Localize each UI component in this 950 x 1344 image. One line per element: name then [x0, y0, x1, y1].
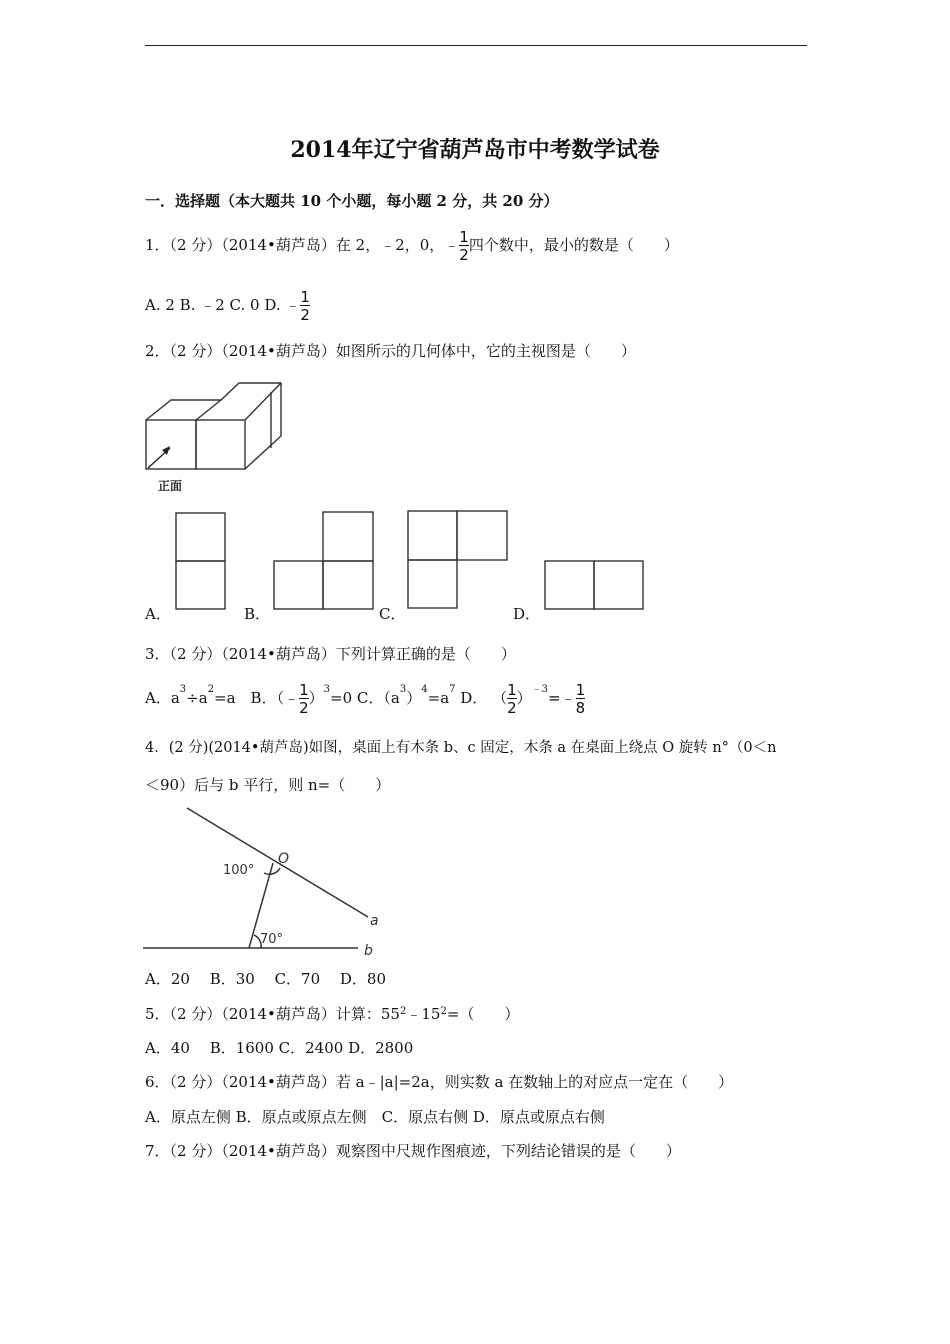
q2-figure-label: 正面	[158, 479, 183, 493]
q3-c-exp2: 4	[421, 684, 428, 695]
q3-c-exp1: 3	[399, 684, 407, 695]
q1-option-fraction	[300, 289, 310, 323]
q4-angle-100-label: 100°	[223, 863, 255, 878]
question-4-line2: ＜90）后与 b 平行，则 n=（ ）	[145, 776, 391, 794]
q1-fraction	[459, 229, 469, 263]
q5-exp2: 2	[440, 1006, 447, 1017]
q4-angle-figure	[140, 805, 390, 960]
q1-options	[145, 289, 310, 323]
q3-b-fraction	[299, 682, 309, 716]
q1-options-text: A. 2 B. ﹣2 C. 0 D. ﹣	[145, 296, 301, 314]
q2-option-b-figure	[273, 511, 375, 610]
section-heading: 一．选择题（本大题共 10 个小题，每小题 2 分，共 20 分）	[145, 192, 559, 210]
q5-stem-part3: =（ ）	[446, 1005, 520, 1023]
q3-d-exp: ﹣3	[531, 684, 549, 695]
question-7: 7．（2 分）（2014•葫芦岛）观察图中尺规作图痕迹，下列结论错误的是（ ）	[145, 1142, 681, 1160]
q3-d-num: 1	[507, 681, 517, 699]
q3-a-end: =a B．	[214, 689, 277, 707]
q1-opt-frac-num: 1	[300, 288, 310, 306]
q5-options: A．40 B．1600 C．2400 D．2800	[145, 1039, 414, 1057]
q5-stem-part1: 5．（2 分）（2014•葫芦岛）计算：55	[145, 1005, 400, 1023]
q2-option-c-label: C．	[379, 605, 406, 623]
q3-c-end: D．	[455, 689, 488, 707]
q3-a-exp1: 3	[179, 684, 187, 695]
q3-d-den: 2	[507, 699, 517, 717]
q5-stem-part2: ﹣15	[406, 1005, 441, 1023]
q2-option-c-figure	[407, 510, 509, 610]
q4-line-a-label: a	[370, 913, 379, 929]
q2-option-d-figure	[544, 560, 645, 610]
question-2: 2．（2 分）（2014•葫芦岛）如图所示的几何体中，它的主视图是（ ）	[145, 342, 636, 360]
q3-d-fraction	[507, 682, 517, 716]
q3-d-result-fraction	[576, 682, 586, 716]
q2-option-d-label: D．	[513, 605, 541, 623]
question-1	[145, 229, 679, 263]
q3-b-close: ）	[308, 689, 324, 707]
q3-b-den: 2	[299, 699, 309, 717]
q3-a-text: A．a	[145, 689, 180, 707]
q3-d-result-num: 1	[575, 681, 586, 699]
q4-angle-70-label: 70°	[260, 932, 284, 947]
q2-option-b-label: B．	[244, 605, 271, 623]
q1-frac-den: 2	[459, 246, 469, 264]
q2-option-a-label: A．	[145, 605, 171, 623]
q1-opt-frac-den: 2	[300, 306, 310, 324]
q5-exp1: 2	[399, 1006, 407, 1017]
question-6: 6．（2 分）（2014•葫芦岛）若 a﹣|a|=2a，则实数 a 在数轴上的对应点一定在（ ）	[145, 1073, 734, 1091]
q1-stem-part2: 四个数中，最小的数是（ ）	[468, 236, 679, 254]
page-title: 2014年辽宁省葫芦岛市中考数学试卷	[290, 137, 660, 163]
q1-frac-num: 1	[459, 228, 469, 246]
q3-b-num: 1	[299, 681, 309, 699]
q3-c-mid2: =a	[427, 689, 450, 707]
q4-options: A．20 B．30 C．70 D．80	[145, 970, 387, 988]
q6-options: A．原点左侧 B．原点或原点左侧 C．原点右侧 D．原点或原点右侧	[145, 1108, 605, 1126]
q3-b-exp: 3	[323, 684, 331, 695]
q4-line-b-label: b	[364, 943, 373, 959]
q3-c-exp3: 7	[449, 684, 456, 695]
q2-solid-figure	[140, 378, 300, 498]
q1-stem-part1: 1．（2 分）（2014•葫芦岛）在 2，﹣2，0，﹣	[145, 236, 460, 254]
q3-d-eq: =﹣	[548, 689, 576, 707]
q3-d-close: ）	[516, 689, 532, 707]
q4-point-o-label: O	[278, 851, 290, 867]
question-3: 3．（2 分）（2014•葫芦岛）下列计算正确的是（ ）	[145, 645, 516, 663]
q3-d-result-den: 8	[575, 699, 586, 717]
q3-c-mid: ）	[406, 689, 422, 707]
q3-b-open: （﹣	[276, 689, 300, 707]
q3-d-open: （	[492, 689, 508, 707]
question-4-line1: 4．(2 分)(2014•葫芦岛)如图，桌面上有木条 b、c 固定，木条 a 在桌面上绕点 O 旋转 n°（0＜n	[145, 740, 777, 756]
q3-a-mid: ÷a	[186, 689, 208, 707]
q2-option-a-figure	[175, 512, 227, 610]
header-rule	[145, 45, 807, 46]
q3-a-exp2: 2	[207, 684, 215, 695]
question-5	[145, 1004, 519, 1024]
q3-b-end: =0 C．（a	[330, 689, 400, 707]
q3-options	[145, 682, 585, 716]
